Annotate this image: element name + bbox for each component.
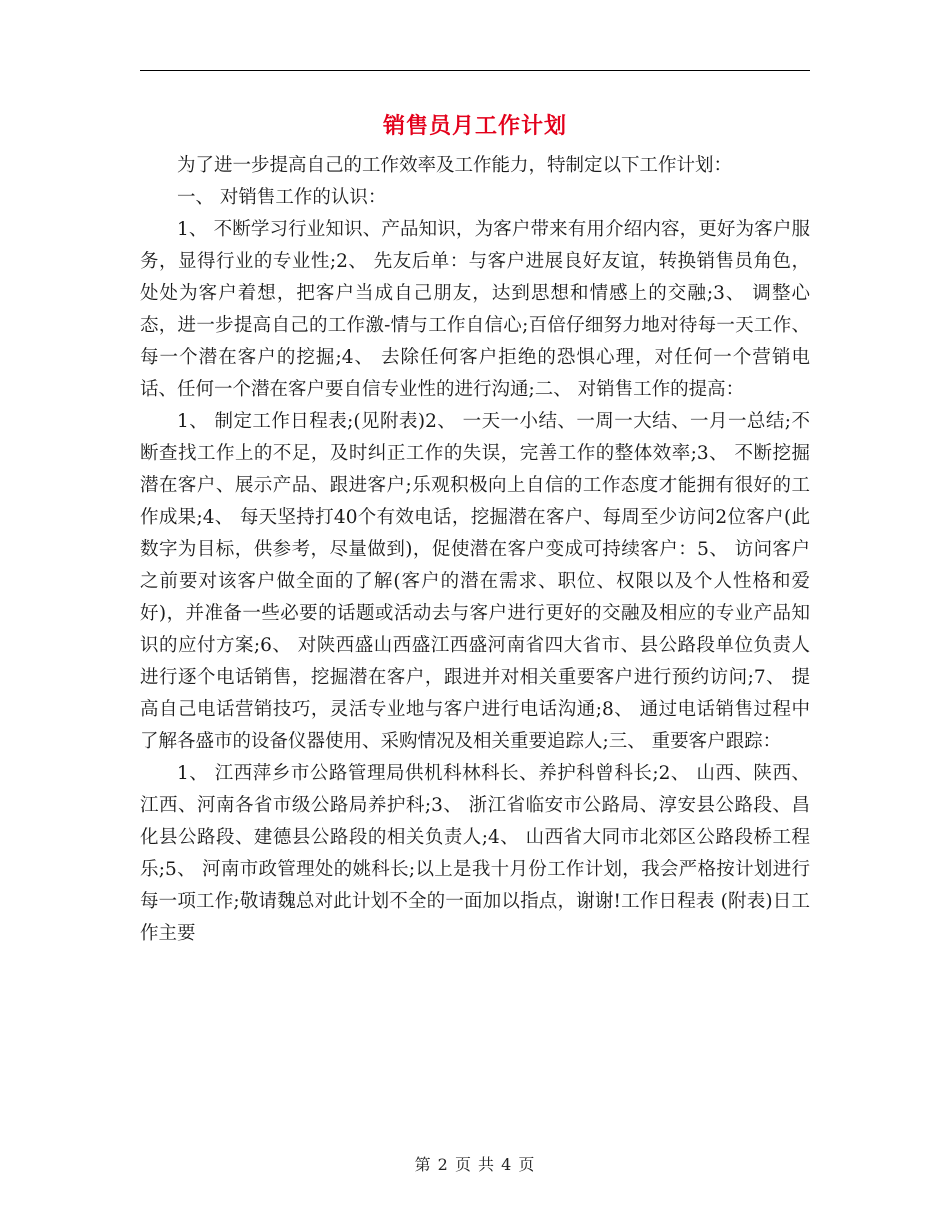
paragraph-section-1-heading: 一、 对销售工作的认识： — [177, 187, 387, 208]
paragraph-intro: 为了进一步提高自己的工作效率及工作能力，特制定以下工作计划： — [177, 155, 733, 176]
document-title: 销售员月工作计划 — [382, 113, 567, 139]
page-number-footer: 第 2 页 共 4 页 — [414, 1155, 536, 1174]
document-body — [140, 150, 810, 950]
header-rule — [140, 70, 810, 71]
paragraph-section-3-body: 1、 江西萍乡市公路管理局供机科林科长、养护科曾科长;2、 山西、陕西、江西、河南各省市级公路局养护科;3、 浙江省临安市公路局、淳安县公路段、昌化县公路段、建德县公路段的相关负责人;4、 山西省大同市北郊区公路段桥工程乐;5、 河南市政管理处的姚科长;以上是我十月份工作计划，我会严格按计划进行每一项工作;敬请魏总对此计划不全的一面加以指点，谢谢!工作日程表 (附表)日工作主要 — [140, 763, 810, 944]
paragraph-section-2-body: 1、 制定工作日程表;(见附表)2、 一天一小结、一周一大结、一月一总结;不断查找工作上的不足，及时纠正工作的失误，完善工作的整体效率;3、 不断挖掘潜在客户、展示产品、跟进客户;乐观积极向上自信的工作态度才能拥有很好的工作成果;4、 每天坚持打40个有效电话，挖掘潜在客户、每周至少访问2位客户(此数字为目标，供参考，尽量做到)，促使潜在客户变成可持续客户：5、 访问客户之前要对该客户做全面的了解(客户的潜在需求、职位、权限以及个人性格和爱好)，并准备一些必要的话题或活动去与客户进行更好的交融及相应的专业产品知识的应付方案;6、 对陕西盛山西盛江西盛河南省四大省市、县公路段单位负责人进行逐个电话销售，挖掘潜在客户，跟进并对相关重要客户进行预约访问;7、 提高自己电话营销技巧，灵活专业地与客户进行电话沟通;8、 通过电话销售过程中了解各盛市的设备仪器使用、采购情况及相关重要追踪人;三、 重要客户跟踪： — [140, 411, 810, 752]
paragraph-section-1-body: 1、 不断学习行业知识、产品知识，为客户带来有用介绍内容，更好为客户服务，显得行业的专业性;2、 先友后单：与客户进展良好友谊，转换销售员角色，处处为客户着想，把客户当成自己朋友，达到思想和情感上的交融;3、 调整心态，进一步提高自己的工作激-情与工作自信心;百倍仔细努力地对待每一天工作、每一个潜在客户的挖掘;4、 去除任何客户拒绝的恐惧心理，对任何一个营销电话、任何一个潜在客户要自信专业性的进行沟通;二、 对销售工作的提高： — [140, 219, 810, 400]
